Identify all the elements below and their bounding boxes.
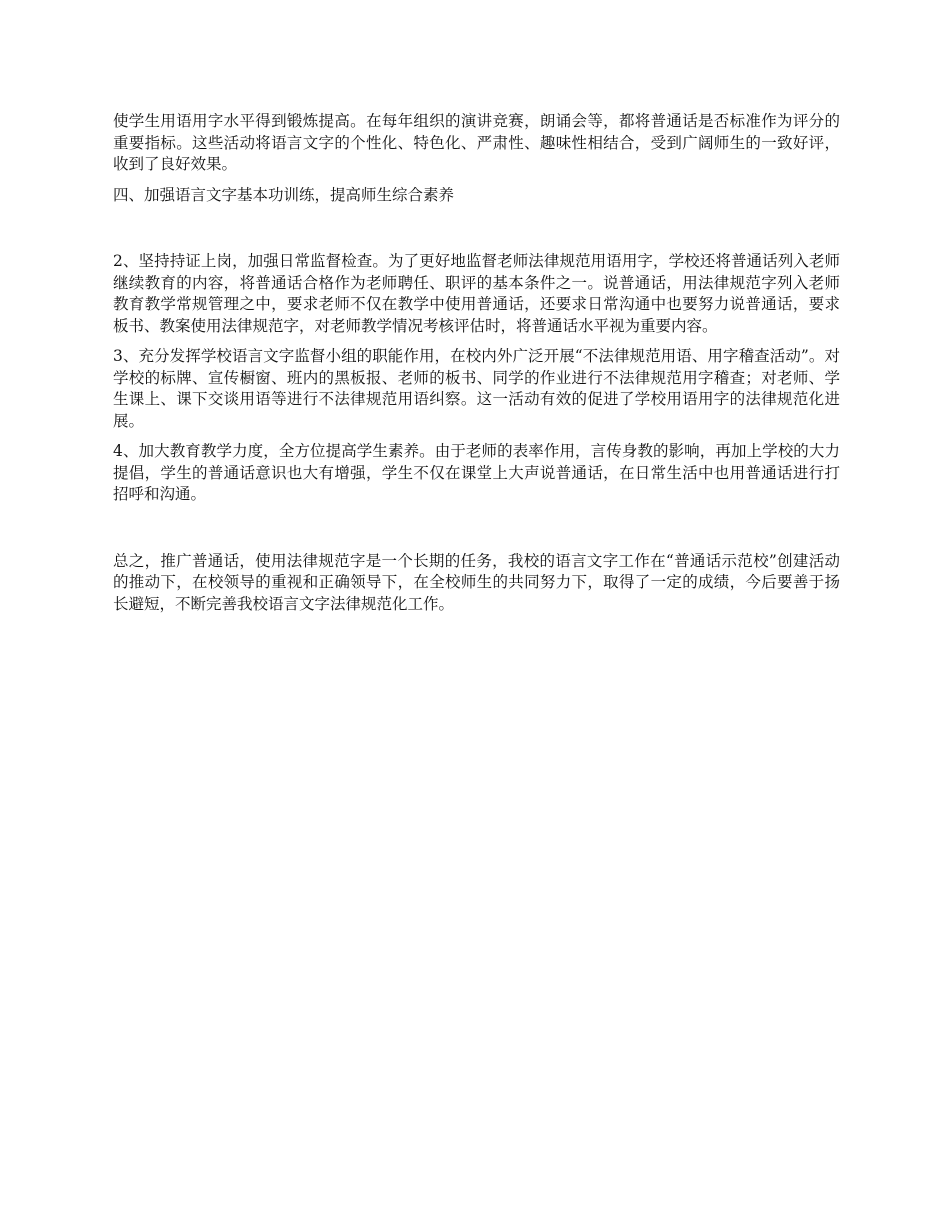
document-page (113, 111, 840, 615)
paragraph-activities: 使学生用语用字水平得到锻炼提高。在每年组织的演讲竞赛，朗诵会等，都将普通话是否标准作为评分的重要指标。这些活动将语言文字的个性化、特色化、严肃性、趣味性相结合，受到广阔师生的一致好评，收到了良好效果。 (113, 112, 840, 173)
spacer (113, 506, 840, 551)
spacer (113, 176, 840, 185)
paragraph-item-4: 4、加大教育教学力度，全方位提高学生素养。由于老师的表率作用，言传身教的影响，再加上学校的大力提倡，学生的普通话意识也大有增强，学生不仅在课堂上大声说普通话，在日常生活中也用普通话进行打招呼和沟通。 (113, 442, 840, 503)
paragraph-conclusion: 总之，推广普通话，使用法律规范字是一个长期的任务，我校的语言文字工作在“普通话示范校”创建活动的推动下，在校领导的重视和正确领导下，在全校师生的共同努力下，取得了一定的成绩，今后要善于扬长避短，不断完善我校语言文字法律规范化工作。 (113, 551, 840, 613)
section-heading-4: 四、加强语言文字基本功训练，提高师生综合素养 (113, 185, 455, 204)
paragraph-item-3: 3、充分发挥学校语言文字监督小组的职能作用，在校内外广泛开展“不法律规范用语、用字稽查活动”。对学校的标牌、宣传橱窗、班内的黑板报、老师的板书、同学的作业进行不法律规范用字稽查；对老师、学生课上、课下交谈用语等进行不法律规范用语纠察。这一活动有效的促进了学校用语用字的法律规范化进展。 (113, 347, 840, 430)
spacer (113, 206, 840, 251)
paragraph-item-2: 2、坚持持证上岗，加强日常监督检查。为了更好地监督老师法律规范用语用字，学校还将普通话列入老师继续教育的内容，将普通话合格作为老师聘任、职评的基本条件之一。说普通话，用法律规范字列入老师教育教学常规管理之中，要求老师不仅在教学中使用普通话，还要求日常沟通中也要努力说普通话，要求板书、教案使用法律规范字，对老师教学情况考核评估时，将普通话水平视为重要内容。 (113, 252, 840, 335)
spacer (113, 337, 840, 346)
spacer (113, 432, 840, 441)
